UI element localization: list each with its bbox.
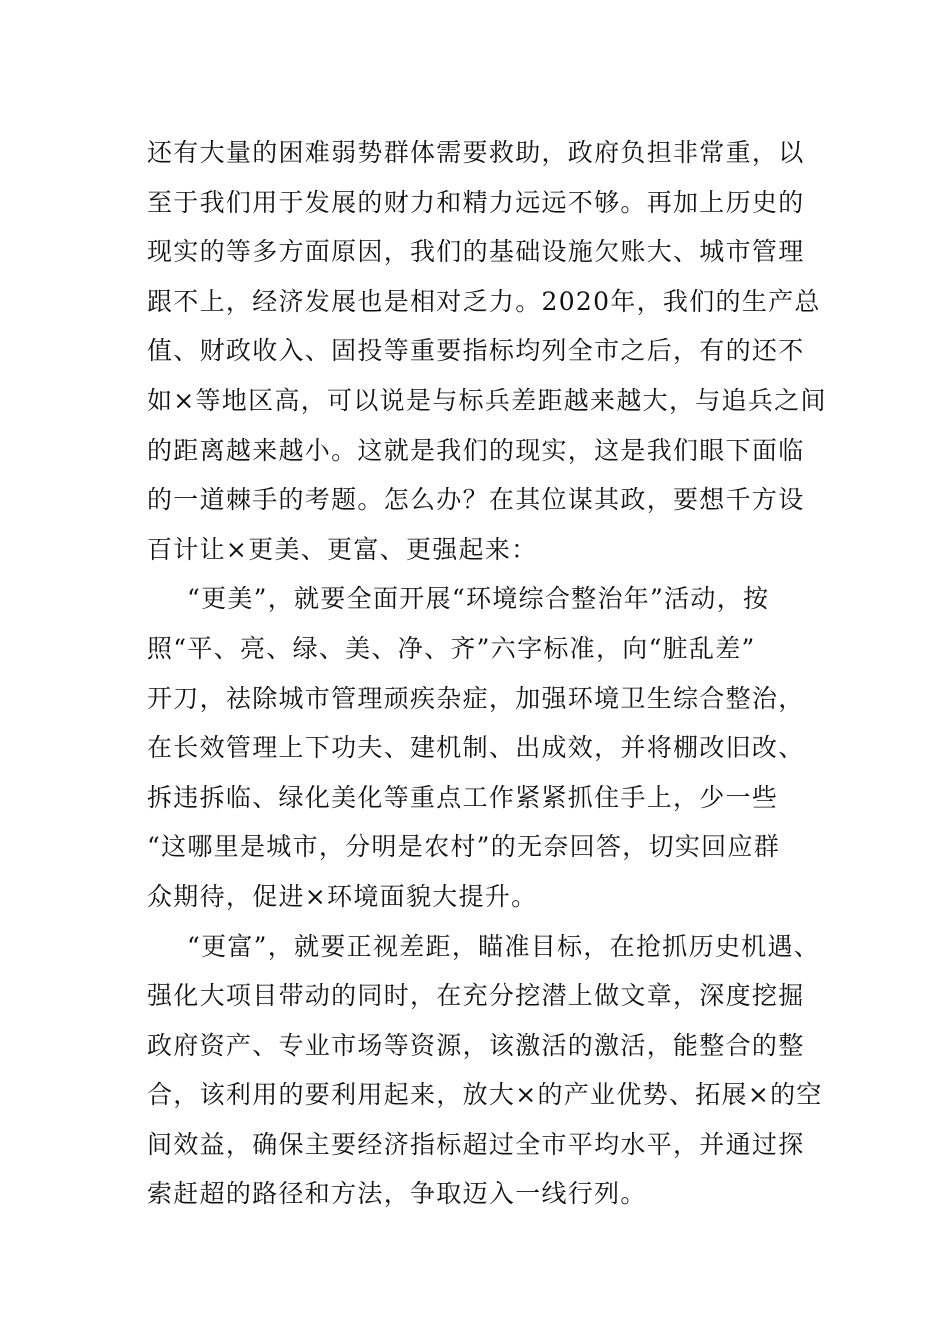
text-line: “更富”，就要正视差距，瞄准目标，在抢抓历史机遇、 xyxy=(187,931,821,961)
text-line: 如×等地区高，可以说是与标兵差距越来越大，与追兵之间 xyxy=(147,385,827,415)
text-line: 拆违拆临、绿化美化等重点工作紧紧抓住手上，少一些 xyxy=(147,782,779,812)
text-line: 还有大量的困难弱势群体需要救助，政府负担非常重，以 xyxy=(147,138,805,167)
body-text xyxy=(147,128,837,1219)
paragraph-3 xyxy=(147,922,837,1220)
text-line: 跟不上，经济发展也是相对乏力。2020年，我们的生产总 xyxy=(147,286,821,316)
text-line: 的距离越来越小。这就是我们的现实，这是我们眼下面临 xyxy=(147,435,805,465)
paragraph-1 xyxy=(147,128,837,574)
text-line: 的一道棘手的考题。怎么办？在其位谋其政，要想千方设 xyxy=(147,485,805,515)
text-line: 间效益，确保主要经济指标超过全市平均水平，并通过探 xyxy=(147,1129,805,1159)
text-line: “这哪里是城市，分明是农村”的无奈回答，切实回应群 xyxy=(147,832,781,862)
text-line: 现实的等多方面原因，我们的基础设施欠账大、城市管理 xyxy=(147,237,805,267)
text-line: 政府资产、专业市场等资源，该激活的激活，能整合的整 xyxy=(147,1030,805,1060)
paragraph-2 xyxy=(147,574,837,921)
text-line: 索赶超的路径和方法，争取迈入一线行列。 xyxy=(147,1179,647,1209)
text-line: 至于我们用于发展的财力和精力远远不够。再加上历史的 xyxy=(147,187,805,217)
text-line: “更美”，就要全面开展“环境综合整治年”活动，按 xyxy=(187,584,770,614)
text-line: 合，该利用的要利用起来，放大×的产业优势、拓展×的空 xyxy=(147,1080,823,1110)
text-line: 值、财政收入、固投等重要指标均列全市之后，有的还不 xyxy=(147,336,805,366)
text-line: 开刀，祛除城市管理顽疾杂症，加强环境卫生综合整治， xyxy=(147,683,805,713)
text-line: 百计让×更美、更富、更强起来： xyxy=(147,534,538,564)
text-line: 在长效管理上下功夫、建机制、出成效，并将棚改旧改、 xyxy=(147,733,805,763)
text-line: 照“平、亮、绿、美、净、齐”六字标准，向“脏乱差” xyxy=(147,633,756,663)
text-line: 众期待，促进×环境面貌大提升。 xyxy=(147,881,538,911)
text-line: 强化大项目带动的同时，在充分挖潜上做文章，深度挖掘 xyxy=(147,981,805,1011)
